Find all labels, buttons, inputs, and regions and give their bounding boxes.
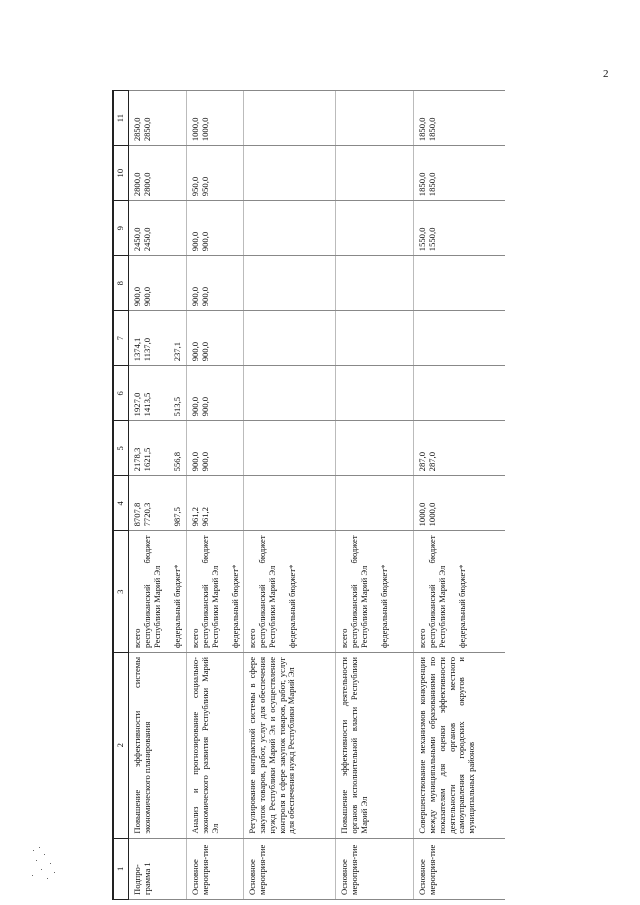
funding-source-label: всего: [131, 628, 142, 648]
funding-source-cell: [413, 531, 505, 653]
value: [428, 370, 458, 416]
funding-source-label: республиканский бюджет Республики Марий Эл: [426, 535, 447, 648]
funding-source-label: всего: [416, 628, 427, 648]
year-value-cell: [413, 366, 505, 421]
budget-table: [112, 90, 505, 900]
col-header: 11: [113, 91, 128, 146]
value: [173, 95, 183, 141]
value: [350, 95, 380, 141]
year-value-cell: [335, 311, 413, 366]
value: [350, 425, 380, 471]
table-row: [128, 91, 186, 900]
year-value-cell: [413, 421, 505, 476]
value: [231, 315, 241, 361]
year-value-cell: [186, 146, 243, 201]
value: 2850,0: [141, 117, 152, 142]
funding-source-label: федеральный бюджет*: [286, 564, 297, 648]
year-value-cell: [243, 476, 335, 531]
value: [380, 370, 390, 416]
value: [288, 480, 298, 526]
value: 8707,8: [131, 502, 142, 527]
value: [288, 425, 298, 471]
value: [380, 480, 390, 526]
value: [231, 205, 241, 251]
year-value-cell: [128, 201, 186, 256]
funding-source-label: федеральный бюджет*: [229, 564, 240, 648]
value: [258, 205, 288, 251]
value: 287,0: [426, 452, 437, 472]
value: [258, 425, 288, 471]
year-value-cell: [128, 366, 186, 421]
value: [340, 205, 350, 251]
value: [258, 315, 288, 361]
value: [173, 150, 183, 196]
value: 1000,0: [189, 117, 200, 142]
value: [458, 315, 468, 361]
value: [288, 315, 298, 361]
value: [231, 370, 241, 416]
value: 7720,3: [141, 502, 152, 527]
year-value-cell: [128, 311, 186, 366]
value: 1374,1: [131, 337, 142, 362]
value: 1550,0: [426, 227, 437, 252]
column-number-row: [113, 91, 128, 900]
value: [340, 95, 350, 141]
value: [340, 315, 350, 361]
value: [458, 95, 468, 141]
rotated-table-container: [112, 90, 552, 900]
value: 1550,0: [416, 227, 427, 252]
value: 900,0: [199, 396, 210, 417]
value: [418, 315, 428, 361]
value: 556,8: [171, 452, 182, 472]
year-value-cell: [243, 91, 335, 146]
value: [248, 480, 258, 526]
measure-name-cell: Совершенствование механизмов конкуренции между муниципальными образованиями по показателям для оценки эффективности деятельности органов местного самоуправления городских округов и муниципальных районов: [413, 652, 505, 838]
value: 1850,0: [416, 117, 427, 142]
year-value-cell: [243, 311, 335, 366]
value: [418, 260, 428, 306]
value: [340, 425, 350, 471]
value: [428, 260, 458, 306]
col-header: 4: [113, 476, 128, 531]
row-type-cell: Основное мероприя-тие: [335, 838, 413, 899]
value: 1413,5: [141, 392, 152, 417]
measure-name-cell: Повышение эффективности деятельности органов исполнительной власти Республики Марий Эл: [335, 652, 413, 838]
value: [231, 95, 241, 141]
col-header: 8: [113, 256, 128, 311]
value: [350, 260, 380, 306]
value: 1621,5: [141, 447, 152, 472]
col-header: 6: [113, 366, 128, 421]
value: 900,0: [199, 341, 210, 362]
value: 513,5: [171, 396, 182, 417]
value: [231, 150, 241, 196]
year-value-cell: [186, 201, 243, 256]
value: 950,0: [189, 176, 200, 197]
funding-source-cell: [186, 531, 243, 653]
value: [458, 150, 468, 196]
year-value-cell: [335, 421, 413, 476]
value: [350, 480, 380, 526]
funding-source-label: федеральный бюджет*: [456, 564, 467, 648]
value: 950,0: [199, 176, 210, 197]
year-value-cell: [186, 311, 243, 366]
funding-source-label: федеральный бюджет*: [378, 564, 389, 648]
value: 900,0: [189, 396, 200, 417]
col-header: 7: [113, 311, 128, 366]
value: [418, 370, 428, 416]
col-header: 2: [113, 652, 128, 838]
value: [258, 95, 288, 141]
year-value-cell: [335, 366, 413, 421]
year-value-cell: [128, 421, 186, 476]
value: 2850,0: [131, 117, 142, 142]
value: 900,0: [199, 286, 210, 307]
year-value-cell: [413, 476, 505, 531]
value: [340, 370, 350, 416]
value: [350, 370, 380, 416]
funding-source-label: республиканский бюджет Республики Марий Эл: [199, 535, 220, 648]
year-value-cell: [128, 476, 186, 531]
value: [380, 150, 390, 196]
year-value-cell: [335, 201, 413, 256]
funding-source-label: всего: [338, 628, 349, 648]
year-value-cell: [186, 366, 243, 421]
table-row: [413, 91, 505, 900]
funding-source-label: республиканский бюджет Республики Марий Эл: [141, 535, 162, 648]
year-value-cell: [128, 256, 186, 311]
year-value-cell: [243, 201, 335, 256]
year-value-cell: [243, 146, 335, 201]
value: [258, 370, 288, 416]
value: 900,0: [131, 286, 142, 307]
value: [248, 315, 258, 361]
funding-source-label: всего: [189, 628, 200, 648]
funding-source-label: федеральный бюджет*: [171, 564, 182, 648]
value: 961,2: [189, 507, 200, 527]
value: [458, 480, 468, 526]
value: 2450,0: [131, 227, 142, 252]
col-header: 1: [113, 838, 128, 899]
value: [231, 260, 241, 306]
funding-source-label: всего: [246, 628, 257, 648]
page-number: 2: [603, 68, 609, 80]
value: [258, 260, 288, 306]
value: [288, 150, 298, 196]
value: [231, 425, 241, 471]
value: [231, 480, 241, 526]
row-type-cell: Подпро-грамма 1: [128, 838, 186, 899]
col-header: 10: [113, 146, 128, 201]
value: 2800,0: [141, 172, 152, 197]
col-header: 3: [113, 531, 128, 653]
value: [458, 205, 468, 251]
col-header: 9: [113, 201, 128, 256]
value: 900,0: [189, 341, 200, 362]
value: [380, 425, 390, 471]
value: [173, 205, 183, 251]
year-value-cell: [243, 256, 335, 311]
value: [288, 95, 298, 141]
year-value-cell: [413, 311, 505, 366]
value: [248, 425, 258, 471]
value: [258, 150, 288, 196]
value: 237,1: [171, 341, 182, 362]
value: [340, 480, 350, 526]
value: [380, 205, 390, 251]
value: [350, 150, 380, 196]
year-value-cell: [186, 256, 243, 311]
value: 900,0: [141, 286, 152, 307]
value: 1850,0: [416, 172, 427, 197]
row-type-cell: Основное мероприя-тие: [413, 838, 505, 899]
value: 2178,3: [131, 447, 142, 472]
value: [380, 95, 390, 141]
value: [288, 260, 298, 306]
value: [458, 260, 468, 306]
value: 287,0: [416, 452, 427, 472]
value: 900,0: [199, 231, 210, 252]
value: 1850,0: [426, 172, 437, 197]
value: 1850,0: [426, 117, 437, 142]
funding-source-cell: [128, 531, 186, 653]
value: [258, 480, 288, 526]
year-value-cell: [128, 146, 186, 201]
year-value-cell: [335, 146, 413, 201]
value: [340, 260, 350, 306]
year-value-cell: [413, 91, 505, 146]
value: [380, 260, 390, 306]
scan-artifact: [30, 845, 60, 885]
col-header: 5: [113, 421, 128, 476]
year-value-cell: [413, 256, 505, 311]
value: 900,0: [189, 452, 200, 472]
row-type-cell: Основное мероприя-тие: [243, 838, 335, 899]
value: [248, 205, 258, 251]
funding-source-label: республиканский бюджет Республики Марий Эл: [256, 535, 277, 648]
year-value-cell: [413, 201, 505, 256]
value: [173, 260, 183, 306]
table-body: [128, 91, 505, 900]
value: [458, 370, 468, 416]
value: [428, 315, 458, 361]
value: 987,5: [171, 507, 182, 527]
table-row: [243, 91, 335, 900]
table-row: [186, 91, 243, 900]
year-value-cell: [243, 421, 335, 476]
year-value-cell: [335, 476, 413, 531]
year-value-cell: [128, 91, 186, 146]
year-value-cell: [186, 91, 243, 146]
value: [248, 260, 258, 306]
value: 2450,0: [141, 227, 152, 252]
value: 1000,0: [416, 502, 427, 527]
value: 1927,0: [131, 392, 142, 417]
table-row: [335, 91, 413, 900]
value: 1137,0: [141, 337, 152, 362]
measure-name-cell: Повышение эффективности системы экономического планирования: [128, 652, 186, 838]
value: [380, 315, 390, 361]
year-value-cell: [186, 421, 243, 476]
funding-source-cell: [243, 531, 335, 653]
funding-source-label: республиканский бюджет Республики Марий Эл: [348, 535, 369, 648]
value: [350, 205, 380, 251]
value: [458, 425, 468, 471]
year-value-cell: [335, 256, 413, 311]
value: [248, 150, 258, 196]
value: [288, 205, 298, 251]
value: 900,0: [189, 286, 200, 307]
value: 961,2: [199, 507, 210, 527]
measure-name-cell: Регулирование контрактной системы в сфере закупок товаров, работ, услуг для обеспечения нужд Республики Марий Эл и осуществление контроля в сфере закупок товаров, работ, услуг для обеспечения нужд Республики Марий Эл: [243, 652, 335, 838]
funding-source-cell: [335, 531, 413, 653]
value: [248, 95, 258, 141]
value: 1000,0: [199, 117, 210, 142]
value: 900,0: [189, 231, 200, 252]
value: 2800,0: [131, 172, 142, 197]
value: [350, 315, 380, 361]
year-value-cell: [335, 91, 413, 146]
value: [340, 150, 350, 196]
value: 1000,0: [426, 502, 437, 527]
year-value-cell: [243, 366, 335, 421]
value: 900,0: [199, 452, 210, 472]
row-type-cell: Основное мероприя-тие: [186, 838, 243, 899]
measure-name-cell: Анализ и прогнозирование социально-экономического развития Республики Марий Эл: [186, 652, 243, 838]
year-value-cell: [186, 476, 243, 531]
value: [288, 370, 298, 416]
value: [248, 370, 258, 416]
year-value-cell: [413, 146, 505, 201]
